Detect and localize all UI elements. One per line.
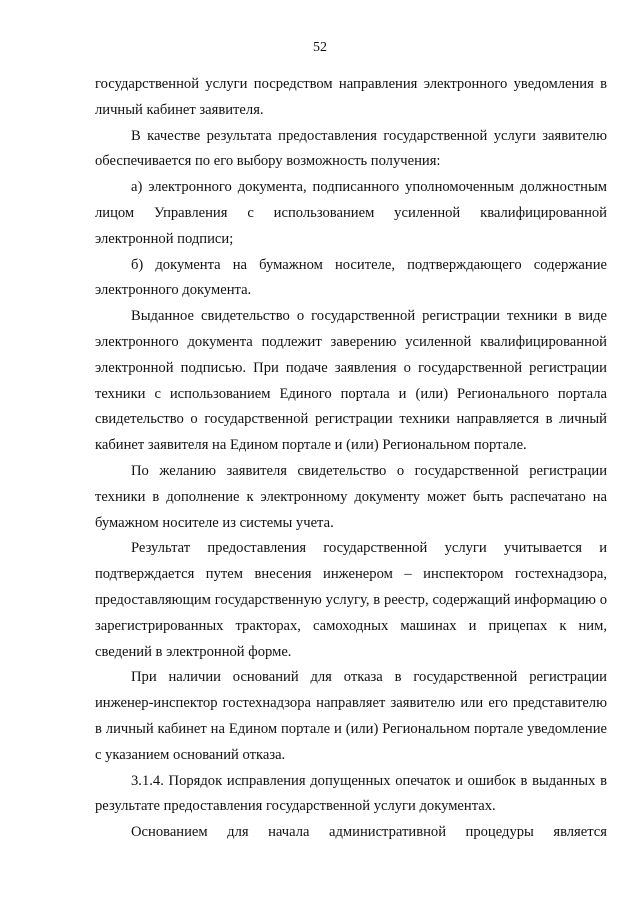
paragraph-grounds: Основанием для начала административной процедуры является [131,824,607,841]
paragraph-continuation: государственной услуги посредством направления электронного уведомления в личный кабинет заявителя. [95,76,607,118]
paragraph-certificate-paper: По желанию заявителя свидетельство о государственной регистрации техники в дополнение к электронному документу может быть распечатано на бумажном носителе из системы учета. [95,462,607,531]
section-heading-3-1-4: 3.1.4. Порядок исправления допущенных опечаток и ошибок в выданных в результате предоставления государственной услуги документах. [95,772,607,815]
paragraph-refusal: При наличии оснований для отказа в государственной регистрации инженер-инспектор гостехнадзора направляет заявителю или его представителю в личный кабинет на Едином портале и (или) Региональном портале уведомление с указанием оснований отказа. [95,669,607,763]
paragraph-result-registry: Результат предоставления государственной услуги учитывается и подтверждается путем внесения инженером – инспектором гостехнадзора, предоставляющим государственную услугу, в реестр, содержащий информацию о зарегистрированных тракторах, самоходных машинах и прицепах к ним, сведений в электронной форме. [95,540,607,660]
document-body [95,72,607,846]
list-item-a: а) электронного документа, подписанного уполномоченным должностным лицом Управления с использованием усиленной квалифицированной электронной подписи; [95,179,607,247]
page-number: 52 [313,40,327,55]
paragraph-certificate-electronic: Выданное свидетельство о государственной регистрации техники в виде электронного документа подлежит заверению усиленной квалифицированной электронной подписью. При подаче заявления о государственной регистрации техники с использованием Единого портала и (или) Регионального портала свидетельство о государственной регистрации техники направляется в личный кабинет заявителя на Едином портале и (или) Региональном портале. [95,308,607,454]
paragraph-result-intro: В качестве результата предоставления государственной услуги заявителю обеспечивается по его выбору возможность получения: [95,127,607,170]
list-item-b: б) документа на бумажном носителе, подтверждающего содержание электронного документа. [95,256,607,299]
